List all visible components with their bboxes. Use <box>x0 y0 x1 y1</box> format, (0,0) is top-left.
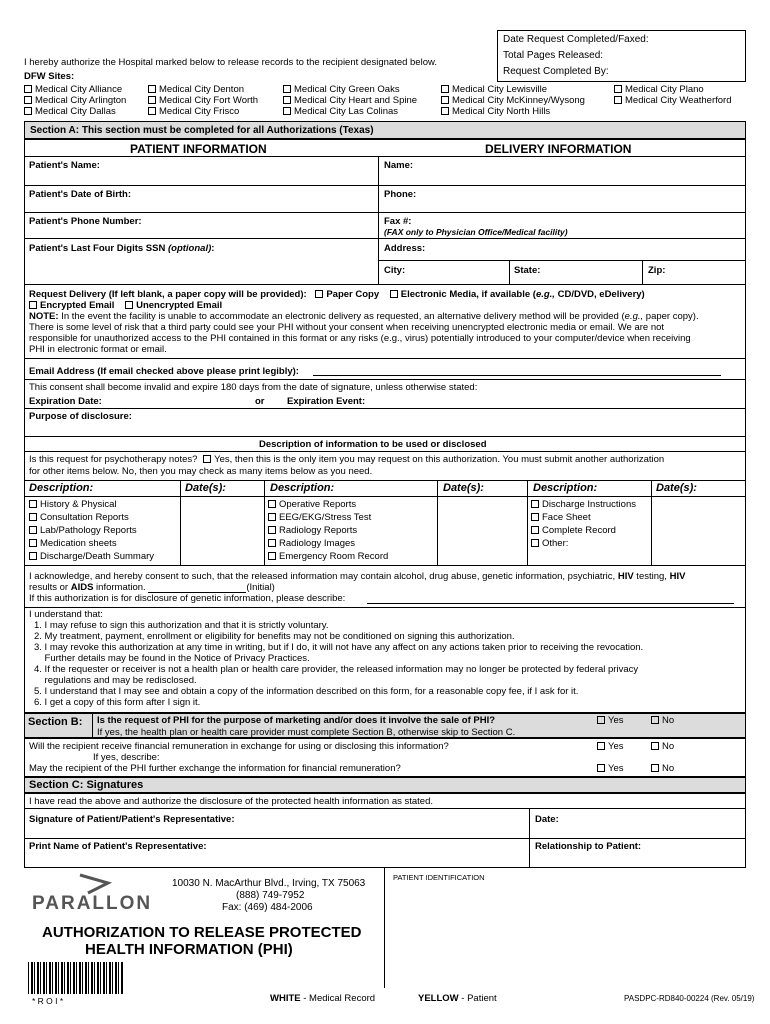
site-option <box>148 106 239 117</box>
understand-item: 4. If the requester or receiver is not a health plan or health care provider, the released information may no longer be protected by federal privacy <box>34 664 639 675</box>
site-checkbox[interactable] <box>148 85 156 93</box>
encrypted-email-checkbox[interactable] <box>29 301 37 309</box>
relationship-label: Relationship to Patient: <box>535 841 642 852</box>
unencrypted-email-checkbox[interactable] <box>125 301 133 309</box>
site-option <box>24 106 116 117</box>
description-item <box>29 538 117 549</box>
delivery-state-label: State: <box>514 265 541 276</box>
barcode-text: * R O I * <box>32 996 64 1006</box>
psychotherapy-question: Is this request for psychotherapy notes? Yes, then this is the only item you may request on this authorization. You must submit another authorization <box>29 454 665 465</box>
description-item-checkbox[interactable] <box>29 539 37 547</box>
psychotherapy-line-2: for other items below. No, then you may check as many items below as you need. <box>29 466 373 477</box>
site-label: Medical City Heart and Spine <box>294 95 418 106</box>
purpose-label: Purpose of disclosure: <box>29 411 132 422</box>
email-address-label: Email Address (If email checked above please print legibly): <box>29 366 299 377</box>
section-b-title: Section B: <box>28 716 83 728</box>
site-label: Medical City Denton <box>159 84 245 95</box>
dfw-sites-label: DFW Sites: <box>24 71 75 82</box>
dates-header-1: Date(s): <box>185 482 226 494</box>
description-title: Description of information to be used or disclosed <box>259 439 487 450</box>
form-title-line-2: HEALTH INFORMATION (PHI) <box>85 941 293 958</box>
site-label: Medical City Dallas <box>35 106 116 117</box>
site-option <box>148 95 258 106</box>
site-label: Medical City Arlington <box>35 95 127 106</box>
patient-info-heading: PATIENT INFORMATION <box>130 142 267 156</box>
note-line-1: NOTE: In the event the facility is unable to accommodate an electronic delivery as requested, an alternative delivery method will be provided (e.g., paper copy). <box>29 311 699 322</box>
form-title-line-1: AUTHORIZATION TO RELEASE PROTECTED <box>42 924 362 941</box>
description-item <box>268 512 371 523</box>
site-checkbox[interactable] <box>148 107 156 115</box>
note-line-4: PHI in electronic format or email. <box>29 344 167 355</box>
site-label: Medical City Alliance <box>35 84 123 95</box>
yellow-copy-label: YELLOW - Patient <box>418 993 497 1004</box>
dates-header-2: Date(s): <box>443 482 484 494</box>
exch-no-option: No <box>651 763 674 774</box>
fax-line: Fax: (469) 484-2006 <box>222 902 313 913</box>
parallon-logo-mark <box>74 873 114 895</box>
note-line-2: There is some level of risk that a third party could see your PHI without your consent when receiving unencrypted electronic media or email. We are not <box>29 322 665 333</box>
delivery-city-label: City: <box>384 265 406 276</box>
delivery-name-label: Name: <box>384 160 414 171</box>
barcode <box>28 962 124 994</box>
description-item-checkbox[interactable] <box>29 513 37 521</box>
understand-item: 2. My treatment, payment, enrollment or eligibility for benefits may not be conditioned on signing this authorization. <box>34 631 515 642</box>
consent-text: This consent shall become invalid and expire 180 days from the date of signature, unless otherwise stated: <box>29 382 478 393</box>
print-name-label: Print Name of Patient's Representative: <box>29 841 207 852</box>
electronic-media-checkbox[interactable] <box>390 290 398 298</box>
note-line-3: responsible for unauthorized access to the PHI contained in this format or any risks (e.g., virus) potentially introduced to your computer/device when receiving <box>29 333 691 344</box>
request-completed-by-label: Request Completed By: <box>503 66 609 77</box>
description-item <box>268 538 355 549</box>
site-label: Medical City Las Colinas <box>294 106 399 117</box>
description-item-label: Other: <box>542 538 569 549</box>
exch-yes-option: Yes <box>597 763 624 774</box>
description-item-label: Complete Record <box>542 525 616 536</box>
understand-item: 6. I get a copy of this form after I sign it. <box>34 697 201 708</box>
site-option <box>283 84 400 95</box>
site-option <box>441 95 585 106</box>
description-header-3: Description: <box>533 482 598 494</box>
site-checkbox[interactable] <box>441 107 449 115</box>
fin-yes-checkbox[interactable] <box>597 742 605 750</box>
description-item <box>29 551 154 562</box>
section-a-title: Section A: This section must be completed for all Authorizations (Texas) <box>30 125 374 136</box>
understand-item: 5. I understand that I may see and obtain a copy of the information described on this form, for a reasonable copy fee, if I ask for it. <box>34 686 579 697</box>
patient-name-label: Patient's Name: <box>29 160 100 171</box>
description-item-checkbox[interactable] <box>531 513 539 521</box>
understand-item: Further details may be found in the Notice of Privacy Practices. <box>34 653 310 664</box>
intro-text: I hereby authorize the Hospital marked below to release records to the recipient designated below. <box>24 57 437 68</box>
sb-yes-checkbox[interactable] <box>597 716 605 724</box>
site-checkbox[interactable] <box>24 96 32 104</box>
description-item-label: Discharge Instructions <box>542 499 636 510</box>
description-item-label: Radiology Images <box>279 538 356 549</box>
fin-yes-option: Yes <box>597 741 624 752</box>
site-option <box>441 84 547 95</box>
initial-field[interactable] <box>148 583 246 593</box>
site-checkbox[interactable] <box>148 96 156 104</box>
site-checkbox[interactable] <box>283 85 291 93</box>
patient-dob-label: Patient's Date of Birth: <box>29 189 132 200</box>
email-address-field[interactable] <box>313 365 721 376</box>
total-pages-label: Total Pages Released: <box>503 50 604 61</box>
read-authorize-text: I have read the above and authorize the disclosure of the protected health information as stated. <box>29 796 434 807</box>
site-checkbox[interactable] <box>283 107 291 115</box>
description-item-label: Emergency Room Record <box>279 551 389 562</box>
description-header-1: Description: <box>29 482 94 494</box>
description-item-label: Radiology Reports <box>279 525 358 536</box>
description-item <box>29 512 129 523</box>
ack-line-1: I acknowledge, and hereby consent to such, that the released information may contain alcohol, drug abuse, genetic information, psychiatric, HIV testing, HIV <box>29 571 686 582</box>
fin-no-option: No <box>651 741 674 752</box>
fin-no-checkbox[interactable] <box>651 742 659 750</box>
dates-header-3: Date(s): <box>656 482 697 494</box>
description-item <box>29 525 137 536</box>
delivery-zip-label: Zip: <box>648 265 666 276</box>
understand-item: 1. I may refuse to sign this authorization and that it is strictly voluntary. <box>34 620 329 631</box>
ack-line-2: results or AIDS information. (Initial) <box>29 582 275 593</box>
site-checkbox[interactable] <box>614 96 622 104</box>
site-label: Medical City Plano <box>625 84 704 95</box>
delivery-phone-label: Phone: <box>384 189 417 200</box>
site-option <box>24 84 122 95</box>
signature-label: Signature of Patient/Patient's Representative: <box>29 814 235 825</box>
site-label: Medical City Lewisville <box>452 84 548 95</box>
site-label: Medical City McKinney/Wysong <box>452 95 585 106</box>
site-option <box>283 106 398 117</box>
delivery-fax-note: (FAX only to Physician Office/Medical facility) <box>384 227 568 237</box>
description-item-label: Lab/Pathology Reports <box>40 525 137 536</box>
description-item-checkbox[interactable] <box>531 500 539 508</box>
parallon-logo <box>32 873 157 913</box>
site-option <box>148 84 244 95</box>
site-label: Medical City Weatherford <box>625 95 732 106</box>
address-line: 10030 N. MacArthur Blvd., Irving, TX 75063 <box>172 878 366 889</box>
site-option <box>614 95 731 106</box>
description-item-label: History & Physical <box>40 499 117 510</box>
phone-line: (888) 749-7952 <box>236 890 305 901</box>
parallon-logo-text: PARALLON <box>32 893 153 914</box>
site-option <box>24 95 126 106</box>
delivery-info-heading: DELIVERY INFORMATION <box>485 142 632 156</box>
description-item <box>531 499 636 510</box>
form-number: PASDPC-RD840-00224 (Rev. 05/19) <box>624 994 755 1003</box>
if-yes-describe: If yes, describe: <box>93 752 160 763</box>
or-label: or <box>255 396 265 407</box>
site-label: Medical City Green Oaks <box>294 84 400 95</box>
description-item-label: EEG/EKG/Stress Test <box>279 512 372 523</box>
description-item-label: Face Sheet <box>542 512 591 523</box>
section-c-title: Section C: Signatures <box>29 779 144 791</box>
section-b-note: If yes, the health plan or health care provider must complete Section B, otherwise skip to Section C. <box>97 727 516 738</box>
patient-identification-label: PATIENT IDENTIFICATION <box>393 873 485 882</box>
site-label: Medical City Fort Worth <box>159 95 259 106</box>
delivery-address-label: Address: <box>384 243 426 254</box>
site-option <box>441 106 550 117</box>
financial-question: Will the recipient receive financial remuneration in exchange for using or disclosing this information? <box>29 741 449 752</box>
site-checkbox[interactable] <box>24 85 32 93</box>
description-item <box>268 499 356 510</box>
description-header-2: Description: <box>270 482 335 494</box>
signature-date-label: Date: <box>535 814 559 825</box>
expiration-event-label: Expiration Event: <box>287 396 366 407</box>
description-item <box>29 499 117 510</box>
exch-no-checkbox[interactable] <box>651 764 659 772</box>
understand-item: 3. I may revoke this authorization at any time in writing, but if I do, it will not have any affect on any actions taken prior to receiving the revocation. <box>34 642 644 653</box>
expiration-date-label: Expiration Date: <box>29 396 102 407</box>
understand-label: I understand that: <box>29 609 103 620</box>
psychotherapy-yes-checkbox[interactable] <box>203 455 211 463</box>
site-checkbox[interactable] <box>441 85 449 93</box>
description-item-checkbox[interactable] <box>531 539 539 547</box>
site-checkbox[interactable] <box>441 96 449 104</box>
description-item-label: Medication sheets <box>40 538 117 549</box>
description-item-checkbox[interactable] <box>29 526 37 534</box>
description-item-checkbox[interactable] <box>531 526 539 534</box>
site-option <box>614 84 704 95</box>
understand-item: regulations and may be redisclosed. <box>34 675 197 686</box>
description-item <box>268 525 357 536</box>
site-option <box>283 95 417 106</box>
site-label: Medical City North Hills <box>452 106 551 117</box>
patient-phone-label: Patient's Phone Number: <box>29 216 142 227</box>
site-checkbox[interactable] <box>283 96 291 104</box>
description-item-label: Consultation Reports <box>40 512 129 523</box>
section-b-question: Is the request of PHI for the purpose of marketing and/or does it involve the sale of PHI? <box>97 715 496 726</box>
description-item-checkbox[interactable] <box>29 552 37 560</box>
description-item-checkbox[interactable] <box>268 539 276 547</box>
paper-copy-checkbox[interactable] <box>315 290 323 298</box>
sb-no-checkbox[interactable] <box>651 716 659 724</box>
genetic-line: If this authorization is for disclosure of genetic information, please describe: <box>29 593 346 604</box>
site-label: Medical City Frisco <box>159 106 240 117</box>
description-item <box>531 525 616 536</box>
email-type-line: Encrypted Email Unencrypted Email <box>29 300 222 311</box>
genetic-description-field[interactable] <box>367 593 734 604</box>
sb-yes-option: Yes <box>597 715 624 726</box>
delivery-fax-label: Fax #: <box>384 216 412 227</box>
description-item <box>531 512 591 523</box>
description-item-label: Discharge/Death Summary <box>40 551 155 562</box>
white-copy-label: WHITE - Medical Record <box>270 993 376 1004</box>
site-checkbox[interactable] <box>24 107 32 115</box>
description-item-checkbox[interactable] <box>29 500 37 508</box>
exchange-question: May the recipient of the PHI further exchange the information for financial remuneration? <box>29 763 401 774</box>
description-item <box>531 538 568 549</box>
date-request-completed-label: Date Request Completed/Faxed: <box>503 34 649 45</box>
patient-ssn-label: Patient's Last Four Digits SSN (optional): <box>29 243 215 254</box>
site-checkbox[interactable] <box>614 85 622 93</box>
description-item-checkbox[interactable] <box>268 552 276 560</box>
description-item-checkbox[interactable] <box>268 513 276 521</box>
exch-yes-checkbox[interactable] <box>597 764 605 772</box>
description-item-checkbox[interactable] <box>268 500 276 508</box>
description-item-checkbox[interactable] <box>268 526 276 534</box>
sb-no-option: No <box>651 715 674 726</box>
description-item <box>268 551 388 562</box>
description-item-label: Operative Reports <box>279 499 357 510</box>
request-delivery-line: Request Delivery (If left blank, a paper copy will be provided): Paper Copy Electronic Media, if available (e.g., CD/DVD, eDelivery) <box>29 289 645 300</box>
